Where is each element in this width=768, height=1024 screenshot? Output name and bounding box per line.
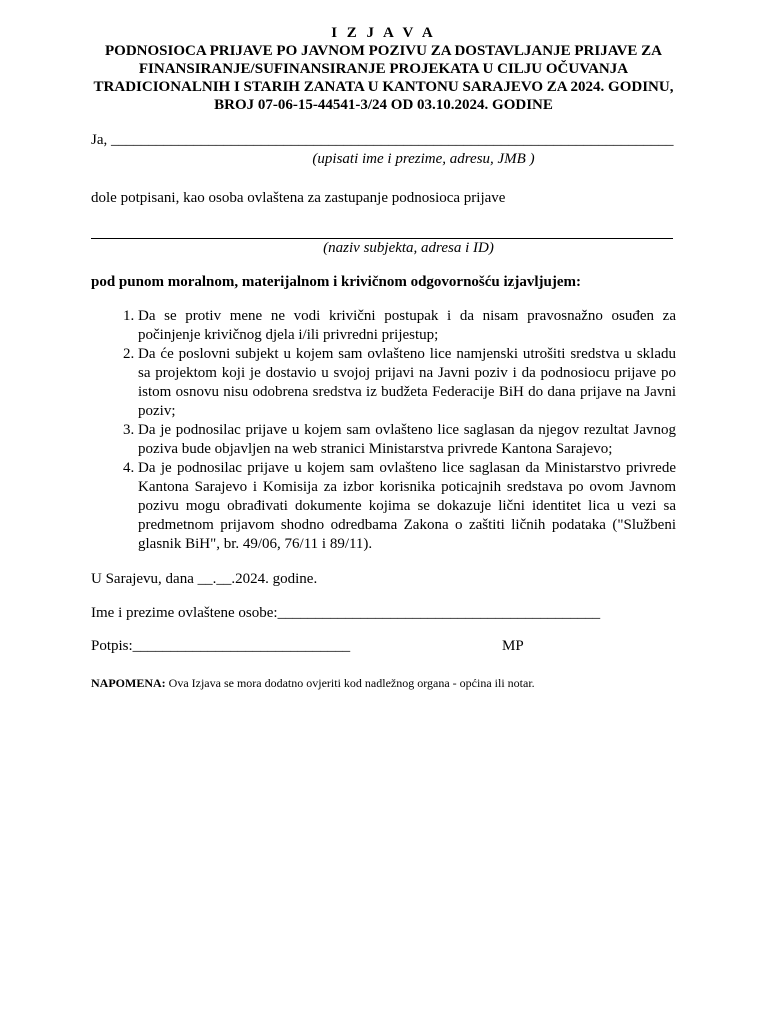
note-label: NAPOMENA: [91, 676, 166, 690]
note [91, 676, 676, 691]
signature-row [91, 637, 676, 656]
date-line: U Sarajevu, dana __.__.2024. godine. [91, 571, 318, 587]
applicant-name-line: Ja, ___________________________________________________________________________ [91, 132, 674, 148]
statement-heading: pod punom moralnom, materijalnom i krivičnom odgovornošću izjavljujem: [91, 274, 581, 290]
declaration-list [91, 307, 676, 554]
entity-fill-line [91, 225, 673, 239]
list-item: 4. Da je podnosilac prijave u kojem sam ovlašteno lice saglasan da Ministarstvo privrede Kantona Sarajevo i Komisija za izbor korisnika poticajnih sredstava po ovom Javnom pozivu mogu obrađivati dokumente kojima se dokazuje lični identitet lica u vezi sa predmetnom prijavom shodno odredbama Zakona o zaštiti ličnih podataka ("Službeni glasnik BiH", br. 49/06, 76/11 i 89/11). [138, 459, 676, 554]
signature-line: Potpis:_____________________________ [91, 638, 351, 654]
declaration-document [91, 24, 676, 691]
note-text: Ova Izjava se mora dodatno ovjeriti kod nadležnog organa - općina ili notar. [165, 676, 535, 690]
entity-hint: (naziv subjekta, adresa i ID) [323, 240, 494, 256]
signatory-text: dole potpisani, kao osoba ovlaštena za zastupanje podnosioca prijave [91, 190, 506, 206]
list-item: 3. Da je podnosilac prijave u kojem sam ovlašteno lice saglasan da njegov rezultat Javnog poziva bude objavljen na web stranici Ministarstva privrede Kantona Sarajevo; [138, 421, 676, 459]
document-title: I Z J A V A [331, 25, 436, 41]
authorized-person-line: Ime i prezime ovlaštene osobe:___________________________________________ [91, 605, 601, 621]
list-item: 2. Da će poslovni subjekt u kojem sam ovlašteno lice namjenski utrošiti sredstva u skladu sa projektom koji je dostavio u svojoj prijavi na Javni poziv i da podnosiocu prijave po istom osnovu nisu odobrena sredstva iz budžeta Federacije BiH do dana prijave na Javni poziv; [138, 345, 676, 421]
list-item: 1. Da se protiv mene ne vodi krivični postupak i da nisam pravosnažno osuđen za počinjenje krivičnog djela i/ili privredni prijestup; [138, 307, 676, 345]
applicant-name-hint: (upisati ime i prezime, adresu, JMB ) [312, 151, 535, 167]
document-subtitle: PODNOSIOCA PRIJAVE PO JAVNOM POZIVU ZA DOSTAVLJANJE PRIJAVE ZA FINANSIRANJE/SUFINANSIRANJE PROJEKATA U CILJU OČUVANJA TRADICIONALNIH I STARIH ZANATA U KANTONU SARAJEVO ZA 2024. GODINU, BROJ 07-06-15-44541-3/24 OD 03.10.2024. GODINE [93, 43, 674, 113]
stamp-label: MP [502, 638, 524, 654]
